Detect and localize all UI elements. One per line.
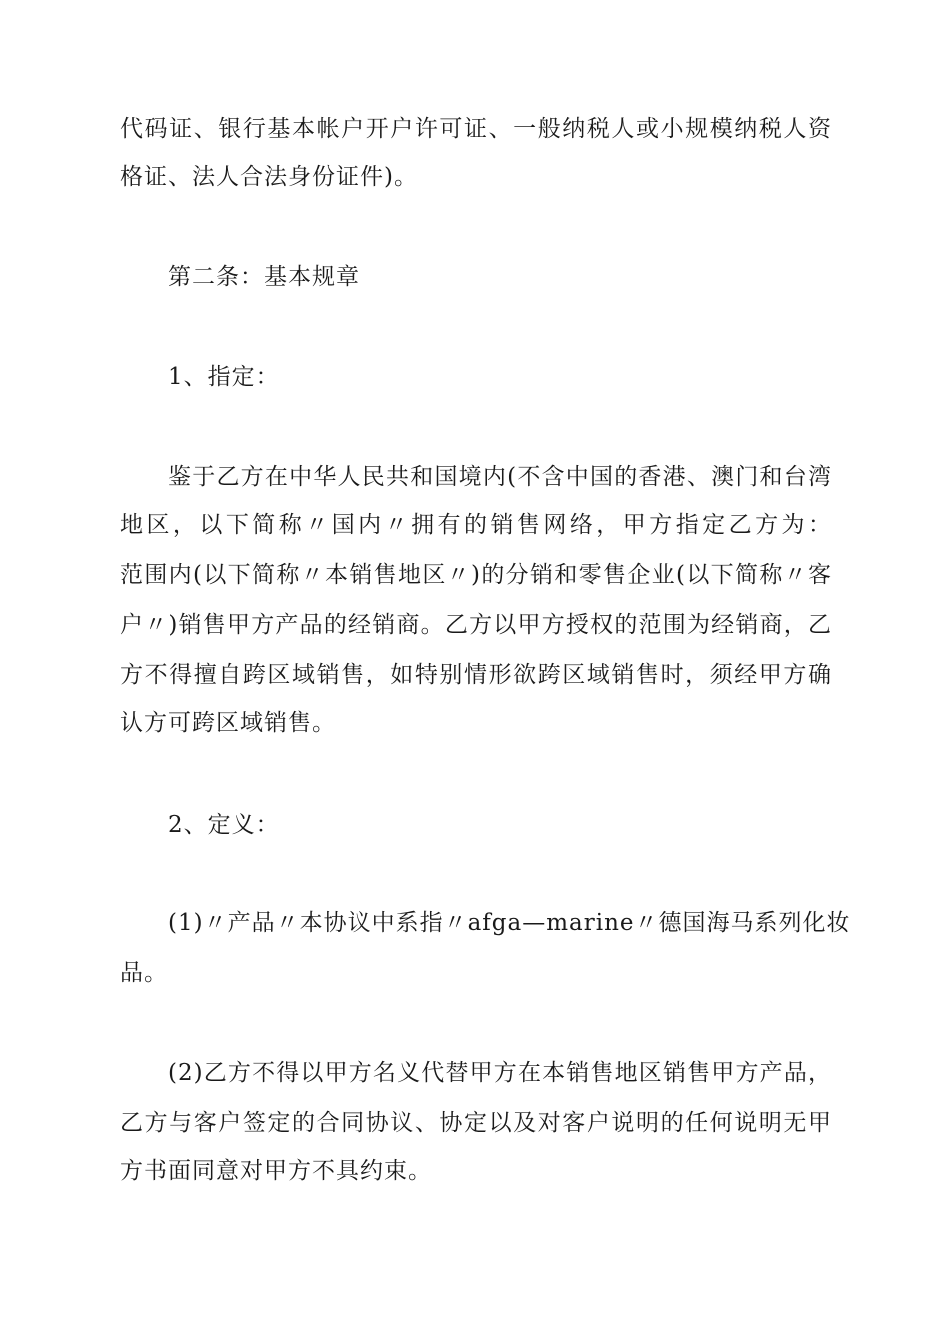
paragraph-line: 格证、法人合法身份证件)。 [120, 164, 418, 190]
paragraph-line: 地区，以下简称〃国内〃拥有的销售网络，甲方指定乙方为： [120, 512, 832, 538]
paragraph-line: (1)〃产品〃本协议中系指〃afga—marine〃德国海马系列化妆 [168, 910, 851, 936]
paragraph-line: 代码证、银行基本帐户开户许可证、一般纳税人或小规模纳税人资 [120, 116, 832, 142]
paragraph-line: 认方可跨区域销售。 [120, 710, 336, 736]
article-heading: 第二条：基本规章 [168, 264, 360, 290]
section-heading: 1、指定： [168, 364, 280, 390]
paragraph-line: 方不得擅自跨区域销售，如特别情形欲跨区域销售时，须经甲方确 [120, 662, 832, 688]
paragraph-line: 范围内(以下简称〃本销售地区〃)的分销和零售企业(以下简称〃客 [120, 562, 832, 588]
paragraph-line: 鉴于乙方在中华人民共和国境内(不含中国的香港、澳门和台湾 [168, 464, 832, 490]
paragraph-line: (2)乙方不得以甲方名义代替甲方在本销售地区销售甲方产品， [168, 1060, 832, 1086]
paragraph-line: 品。 [120, 960, 168, 986]
paragraph-line: 户〃)销售甲方产品的经销商。乙方以甲方授权的范围为经销商，乙 [120, 612, 832, 638]
paragraph-line: 方书面同意对甲方不具约束。 [120, 1158, 432, 1184]
section-heading: 2、定义： [168, 812, 280, 838]
paragraph-line: 乙方与客户签定的合同协议、协定以及对客户说明的任何说明无甲 [120, 1110, 832, 1136]
